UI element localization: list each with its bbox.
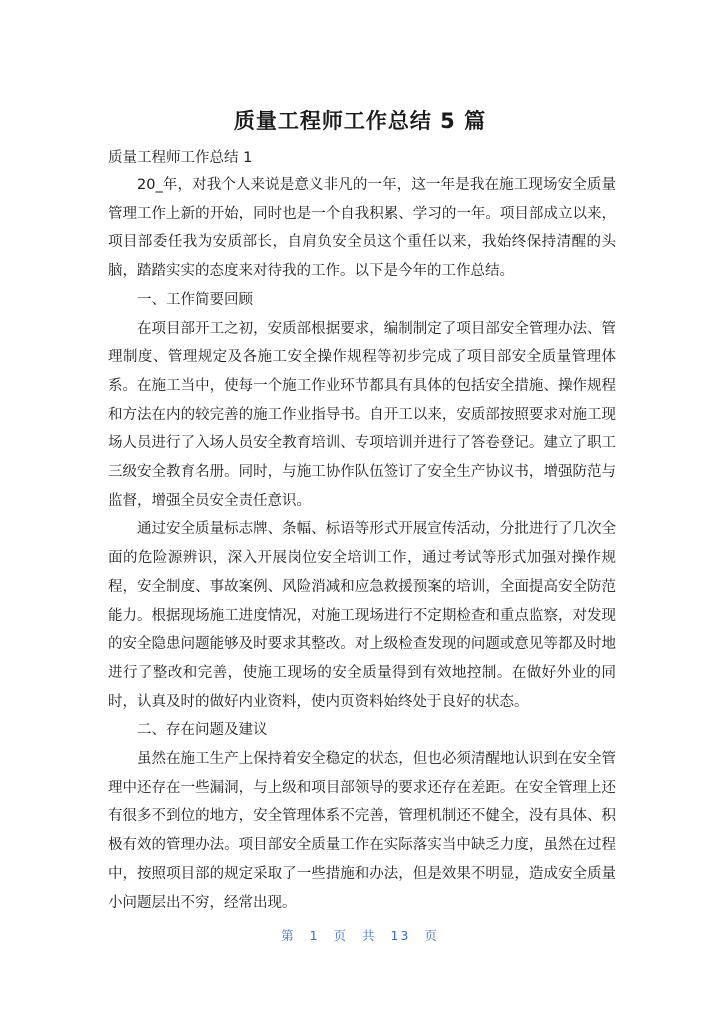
paragraph-issues: 虽然在施工生产上保持着安全稳定的状态，但也必须清醒地认识到在安全管理中还存在一些漏洞，与上级和项目部领导的要求还存在差距。在安全管理上还有很多不到位的地方，安全管理体系不完善，管理机制还不健全，没有具体、积极有效的管理办法。项目部安全质量工作在实际落实当中缺乏力度，虽然在过程中，按照项目部的规定采取了一些措施和办法，但是效果不明显，造成安全质量小问题层出不穷，经常出现。 (108, 751, 616, 911)
section-subtitle: 质量工程师工作总结 1 (108, 150, 253, 166)
document-title: 质量工程师工作总结 5 篇 (233, 109, 487, 133)
paragraph-review-1: 在项目部开工之初，安质部根据要求，编制制定了项目部安全管理办法、管理制度、管理规定及各施工安全操作规程等初步完成了项目部安全质量管理体系。在施工当中，使每一个施工作业环节都具有具体的包括安全措施、操作规程和方法在内的较完善的施工作业指导书。自开工以来，安质部按照要求对施工现场人员进行了入场人员安全教育培训、专项培训并进行了答卷登记。建立了职工三级安全教育名册。同时，与施工协作队伍签订了安全生产协议书，增强防范与监督，增强全员安全责任意识。 (108, 320, 616, 509)
paragraph-review-2: 通过安全质量标志牌、条幅、标语等形式开展宣传活动，分批进行了几次全面的危险源辨识，深入开展岗位安全培训工作，通过考试等形式加强对操作规程，安全制度、事故案例、风险消减和应急救援预案的培训，全面提高安全防范能力。根据现场施工进度情况，对施工现场进行不定期检查和重点监察，对发现的安全隐患问题能够及时要求其整改。对上级检查发现的问题或意见等都及时地进行了整改和完善，使施工现场的安全质量得到有效地控制。在做好外业的同时，认真及时的做好内业资料，使内页资料始终处于良好的状态。 (108, 521, 616, 710)
page-number-footer: 第 1 页 共 13 页 (281, 928, 439, 943)
section-heading-issues: 二、存在问题及建议 (137, 722, 268, 739)
paragraph-intro: 20_年，对我个人来说是意义非凡的一年，这一年是我在施工现场安全质量管理工作上新的开始，同时也是一个自我积累、学习的一年。项目部成立以来，项目部委任我为安质部长，自肩负安全员这个重任以来，我始终保持清醒的头脑，踏踏实实的态度来对待我的工作。以下是今年的工作总结。 (108, 177, 616, 280)
section-heading-review: 一、工作简要回顾 (137, 291, 253, 308)
document-body (108, 171, 616, 917)
